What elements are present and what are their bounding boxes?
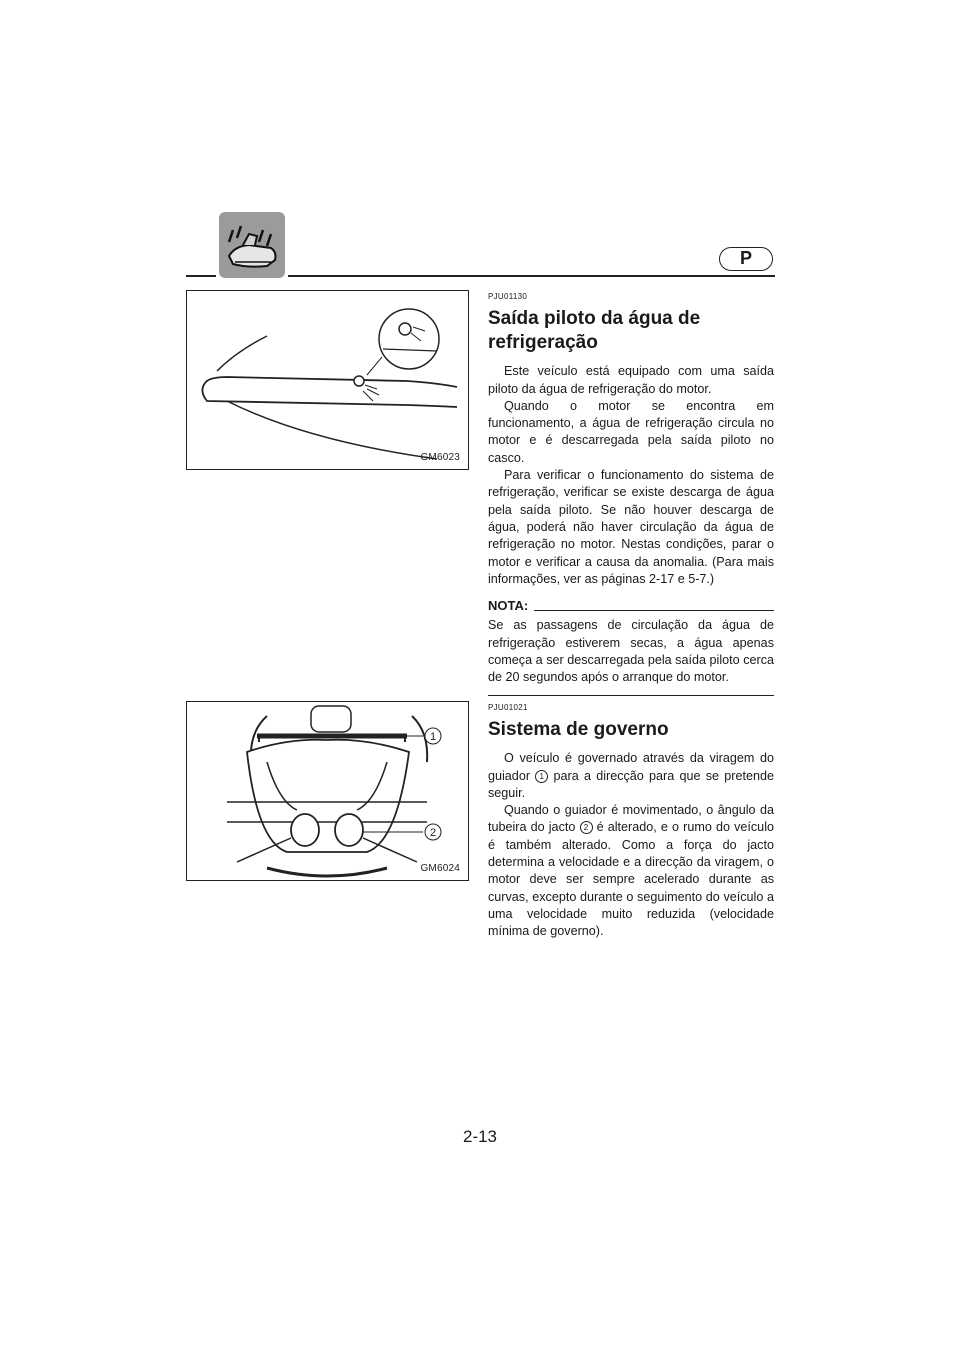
paragraph: Para verificar o funcionamento do sistema de refrigeração, verificar se existe descarga de água pela saída piloto. Se não houver descarga de água, poderá não haver circulação da água de refrigeração no motor. Nestas condições, parar o motor e verificar a causa da anomalia. (Para mais informações, ver as páginas 2-17 e 5-7.): [488, 468, 774, 586]
figure-code: GM6024: [420, 863, 460, 874]
paragraph: Quando o motor se encontra em funcionamento, a água de refrigeração circula no motor e é descarregada pela saída piloto no casco.: [488, 398, 774, 465]
header-rule-left: [186, 275, 216, 277]
reference-number-1: 1: [535, 770, 548, 783]
language-badge: P: [719, 247, 773, 271]
section-cooling-water-outlet: [488, 288, 774, 696]
note-header: [488, 597, 774, 614]
section-title: Saída piloto da água de refrigeração: [488, 308, 701, 354]
header-rule-right: [288, 275, 775, 277]
figure-steering-system: [186, 701, 469, 881]
section-code: PJU01130: [488, 292, 528, 301]
text-run: Quando o guiador é movimentado, o ângulo da tubeira do jacto: [488, 803, 774, 835]
paragraph: [488, 750, 774, 802]
cooling-water-pilot-outlet-illustration: [187, 291, 467, 468]
paragraph: [488, 802, 774, 940]
reference-number-2: 2: [580, 821, 593, 834]
text-run: é alterado, e o rumo do veículo é também alterado. Como a força do jacto determina a velocidade e a direcção da viragem, o motor deve ser sempre acelerado durante as curvas, excepto durante o seguimento do veículo a uma velocidade muito reduzida (velocidade mínima de governo).: [488, 820, 774, 939]
steering-system-illustration: [187, 702, 467, 879]
section-title: Sistema de governo: [488, 719, 669, 741]
figure-code: GM6023: [420, 452, 460, 463]
callout-2: 2: [429, 827, 437, 839]
section-steering-system: [488, 699, 774, 941]
note-label: NOTA:: [488, 598, 529, 614]
paragraph: Este veículo está equipado com uma saída piloto da água de refrigeração do motor.: [488, 364, 774, 396]
note-text: Se as passagens de circulação da água de refrigeração estiverem secas, a água apenas começa a ser descarregada pela saída piloto cerca de 20 segundos após o arranque do motor.: [488, 617, 774, 695]
jet-ski-chapter-icon: [219, 212, 285, 278]
text-run: para a direcção para que se pretende seguir.: [488, 768, 775, 800]
callout-1: 1: [429, 731, 437, 743]
figure-cooling-water-outlet: [186, 290, 469, 470]
page-number: 2-13: [462, 1127, 498, 1146]
text-run: O veículo é governado através da viragem do guiador: [488, 751, 774, 783]
section-code: PJU01021: [488, 703, 528, 712]
note-rule: [534, 610, 774, 611]
